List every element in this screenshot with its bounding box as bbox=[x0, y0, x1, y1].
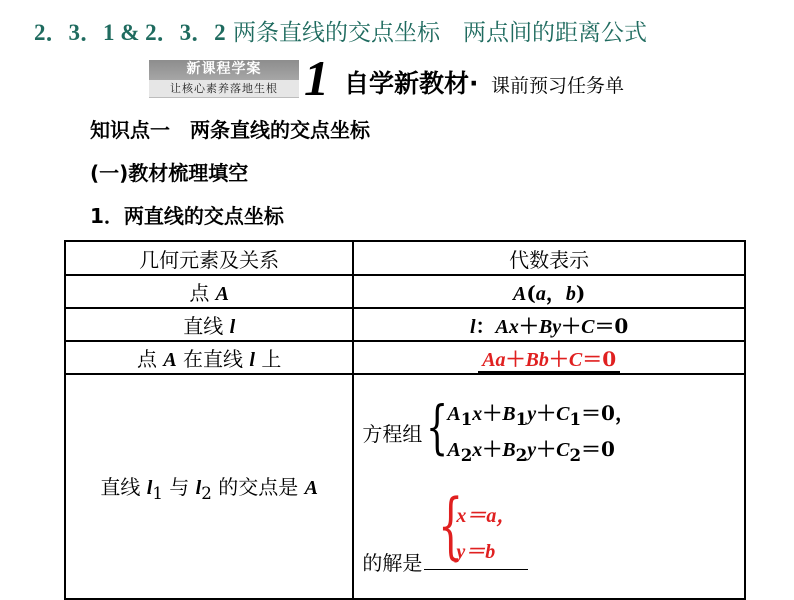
cell-on-line-right: Aa＋Bb＋C＝0 bbox=[353, 341, 745, 374]
heading-dot: · bbox=[469, 69, 479, 98]
solution-x: x＝a， bbox=[456, 505, 517, 527]
section-number: 2．3．1 & 2．3．2 bbox=[34, 20, 226, 45]
system-label: 方程组 bbox=[362, 422, 423, 446]
system-eq2: $A_2x+B_2y+C_2=0$ bbox=[447, 437, 615, 465]
knowledge-point-heading: 知识点一 两条直线的交点坐标 bbox=[90, 118, 370, 142]
header-geometry: 几何元素及关系 bbox=[65, 241, 353, 275]
badge-bottom-text: 让核心素养落地生根 bbox=[149, 80, 299, 97]
part-heading: (一)教材梳理填空 bbox=[90, 161, 249, 185]
system-eq1: $A_1x+B_1y+C_1=0$， bbox=[447, 401, 635, 429]
solution-brace: { bbox=[438, 483, 464, 567]
heading-sub: 课前预习任务单 bbox=[491, 75, 625, 97]
table-row bbox=[65, 341, 745, 374]
solution-blank-line bbox=[424, 569, 528, 570]
header-algebra: 代数表示 bbox=[353, 241, 745, 275]
heading-main-text: 自学新教材 bbox=[344, 69, 470, 98]
solution-label: 的解是 bbox=[362, 551, 423, 575]
badge-top-text: 新课程学案 bbox=[186, 61, 262, 77]
item-heading: 1．两直线的交点坐标 bbox=[90, 204, 284, 228]
cell-on-line-left: 点 A 在直线 l 上 bbox=[65, 341, 353, 374]
concept-table bbox=[64, 240, 746, 600]
table-header-row bbox=[65, 241, 745, 275]
table-row bbox=[65, 308, 745, 341]
cell-point-right: A(a，b) bbox=[353, 275, 745, 308]
section-topic: 两条直线的交点坐标 两点间的距离公式 bbox=[232, 20, 647, 46]
table-row bbox=[65, 275, 745, 308]
table-row bbox=[65, 374, 745, 599]
page-title bbox=[34, 14, 647, 47]
solution-y: y＝b bbox=[456, 541, 496, 563]
heading-number: 1 bbox=[304, 50, 329, 106]
system-brace: { bbox=[426, 393, 449, 461]
cell-intersection-right bbox=[353, 374, 745, 599]
cell-line-left: 直线 l bbox=[65, 308, 353, 341]
cell-line-right: l：Ax＋By＋C＝0 bbox=[353, 308, 745, 341]
heading-main bbox=[344, 64, 479, 100]
cell-intersection-left: 直线 $l_1$ 与 $l_2$ 的交点是 A bbox=[65, 374, 353, 599]
cell-point-left: 点 A bbox=[65, 275, 353, 308]
